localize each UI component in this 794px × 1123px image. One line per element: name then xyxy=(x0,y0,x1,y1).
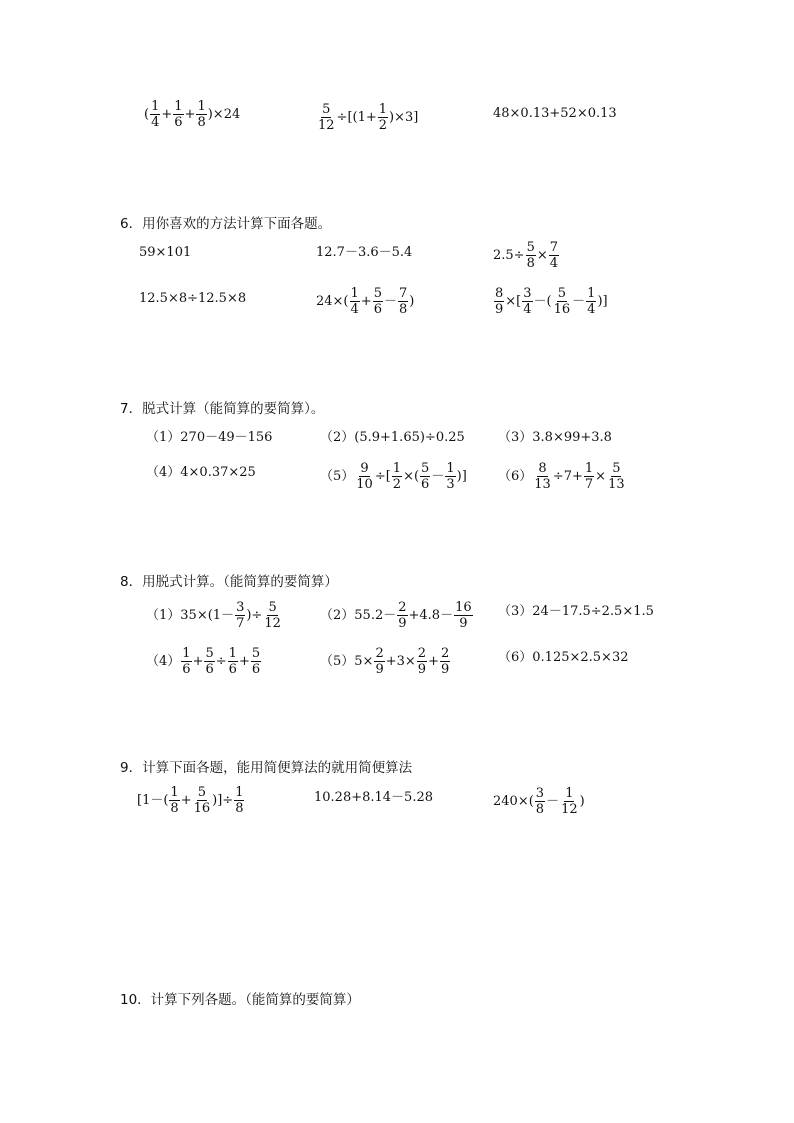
expression-text: × xyxy=(536,247,548,263)
fraction xyxy=(173,99,183,130)
numerator: 5 xyxy=(612,461,621,476)
numerator: 5 xyxy=(421,461,430,476)
expression-text: ×[ xyxy=(505,293,522,309)
q6-title: 6．用你喜欢的方法计算下面各题。 xyxy=(120,216,332,232)
numerator: 9 xyxy=(360,461,369,476)
numerator: 1 xyxy=(228,646,237,661)
fraction xyxy=(150,99,160,130)
fraction xyxy=(228,646,238,677)
fraction xyxy=(445,461,455,492)
denominator: 12 xyxy=(318,118,335,133)
math-problem xyxy=(316,245,412,261)
denominator: 13 xyxy=(534,477,551,492)
numerator: 5 xyxy=(526,240,535,255)
q9-title: 9．计算下面各题，能用简便算法的就用简便算法 xyxy=(120,760,413,776)
math-problem xyxy=(320,461,467,492)
denominator: 2 xyxy=(378,118,388,133)
expression-text: －( xyxy=(533,293,552,309)
denominator: 9 xyxy=(375,662,384,677)
math-problem xyxy=(146,465,256,481)
denominator: 7 xyxy=(236,616,245,631)
numerator: 3 xyxy=(523,286,532,301)
numerator: 1 xyxy=(235,785,244,800)
expression-text: + xyxy=(238,653,250,669)
fraction xyxy=(355,461,374,492)
fraction xyxy=(533,461,552,492)
denominator: 9 xyxy=(440,662,450,677)
numerator: 1 xyxy=(565,786,574,801)
math-problem xyxy=(498,604,654,620)
math-problem xyxy=(498,650,629,666)
fraction xyxy=(420,461,430,492)
math-problem xyxy=(314,790,433,806)
math-problem xyxy=(146,600,283,631)
expression-text: +3× xyxy=(385,653,416,669)
denominator: 9 xyxy=(417,662,427,677)
fraction xyxy=(440,646,450,677)
denominator: 9 xyxy=(398,616,407,631)
fraction xyxy=(374,646,384,677)
expression-text: )×3] xyxy=(389,109,419,125)
denominator: 6 xyxy=(373,302,382,317)
numerator: 5 xyxy=(322,102,331,117)
expression-text: )÷ xyxy=(246,607,263,623)
math-problem xyxy=(493,240,560,271)
denominator: 4 xyxy=(350,302,359,317)
denominator: 4 xyxy=(151,115,160,130)
denominator: 8 xyxy=(170,801,179,816)
fraction xyxy=(454,600,473,631)
denominator: 8 xyxy=(235,801,244,816)
math-problem xyxy=(493,106,617,122)
fraction xyxy=(417,646,427,677)
expression-text: 2.5÷ xyxy=(493,247,525,263)
expression-text: + xyxy=(161,106,173,122)
denominator: 13 xyxy=(608,477,625,492)
expression-text: )] xyxy=(456,468,467,484)
fraction xyxy=(235,600,245,631)
denominator: 4 xyxy=(549,256,559,271)
numerator: 5 xyxy=(268,600,277,615)
expression-text: （2）55.2－ xyxy=(320,607,397,623)
expression-text: ( xyxy=(144,106,150,122)
numerator: 1 xyxy=(170,785,179,800)
denominator: 6 xyxy=(421,477,430,492)
math-problem xyxy=(146,646,262,677)
numerator: 5 xyxy=(251,646,261,661)
expression-text: ) xyxy=(409,293,415,309)
math-problem xyxy=(316,286,414,317)
fraction xyxy=(263,600,282,631)
expression-text: + xyxy=(192,653,204,669)
fraction xyxy=(549,240,559,271)
expression-text: 59×101 xyxy=(139,245,192,260)
expression-text: + xyxy=(180,792,192,808)
numerator: 5 xyxy=(557,286,567,301)
numerator: 1 xyxy=(378,102,388,117)
numerator: 16 xyxy=(455,600,472,615)
math-problem xyxy=(144,99,240,130)
expression-text: 10.28+8.14－5.28 xyxy=(314,790,433,805)
expression-text: +4.8－ xyxy=(408,607,454,623)
fraction xyxy=(378,102,388,133)
denominator: 3 xyxy=(446,477,455,492)
fraction xyxy=(196,99,206,130)
expression-text: 240×( xyxy=(493,793,534,809)
expression-text: （1）270－49－156 xyxy=(146,430,273,445)
expression-text: （3）24－17.5÷2.5×1.5 xyxy=(498,604,654,619)
numerator: 8 xyxy=(538,461,547,476)
expression-text: [1－( xyxy=(137,792,169,808)
numerator: 5 xyxy=(205,646,214,661)
denominator: 9 xyxy=(459,616,468,631)
q10-title: 10．计算下列各题。（能简算的要简算） xyxy=(120,992,360,1008)
fraction xyxy=(373,286,383,317)
math-problem xyxy=(498,430,612,446)
expression-text: ÷[(1+ xyxy=(336,109,377,125)
denominator: 10 xyxy=(356,477,373,492)
expression-text: ) xyxy=(579,793,585,809)
denominator: 12 xyxy=(264,616,281,631)
expression-text: （6） xyxy=(498,468,533,484)
denominator: 9 xyxy=(495,302,504,317)
denominator: 4 xyxy=(587,302,596,317)
denominator: 6 xyxy=(205,662,214,677)
numerator: 1 xyxy=(587,286,596,301)
expression-text: － xyxy=(383,293,397,309)
numerator: 2 xyxy=(440,646,450,661)
denominator: 16 xyxy=(193,801,211,816)
fraction xyxy=(535,786,545,817)
numerator: 1 xyxy=(584,461,594,476)
expression-text: + xyxy=(360,293,372,309)
fraction xyxy=(553,286,572,317)
denominator: 6 xyxy=(251,662,261,677)
fraction xyxy=(169,785,179,816)
fraction xyxy=(526,240,536,271)
expression-text: ×( xyxy=(403,468,420,484)
numerator: 1 xyxy=(197,99,206,114)
expression-text: + xyxy=(428,653,439,669)
expression-text: （6）0.125×2.5×32 xyxy=(498,650,629,665)
math-problem xyxy=(320,430,465,446)
fraction xyxy=(560,786,579,817)
fraction xyxy=(494,286,504,317)
math-problem xyxy=(139,291,246,307)
fraction xyxy=(586,286,596,317)
expression-text: － xyxy=(572,293,586,309)
numerator: 8 xyxy=(495,286,504,301)
expression-text: )×24 xyxy=(207,106,241,122)
expression-text: ÷7+ xyxy=(552,468,583,484)
expression-text: （4）4×0.37×25 xyxy=(146,465,256,480)
expression-text: （3）3.8×99+3.8 xyxy=(498,430,612,445)
q8-title: 8．用脱式计算。（能简算的要简算） xyxy=(120,574,338,590)
fraction xyxy=(317,102,336,133)
expression-text: 24×( xyxy=(316,293,349,309)
numerator: 1 xyxy=(182,646,191,661)
fraction xyxy=(584,461,594,492)
expression-text: 12.5×8÷12.5×8 xyxy=(139,291,247,306)
expression-text: （5） xyxy=(320,468,355,484)
fraction xyxy=(350,286,360,317)
expression-text: ÷ xyxy=(215,653,227,669)
numerator: 3 xyxy=(236,600,245,615)
expression-text: )]÷ xyxy=(212,792,234,808)
numerator: 1 xyxy=(151,99,160,114)
fraction xyxy=(522,286,532,317)
expression-text: 48×0.13+52×0.13 xyxy=(493,106,617,121)
denominator: 6 xyxy=(182,662,191,677)
denominator: 2 xyxy=(392,477,402,492)
denominator: 8 xyxy=(197,115,206,130)
expression-text: （1）35×(1－ xyxy=(146,607,235,623)
math-problem xyxy=(493,286,608,317)
numerator: 1 xyxy=(392,461,402,476)
denominator: 16 xyxy=(553,302,571,317)
expression-text: （2）(5.9+1.65)÷0.25 xyxy=(320,430,465,445)
fraction xyxy=(392,461,402,492)
math-problem xyxy=(320,646,451,677)
math-problem xyxy=(320,600,474,631)
math-problem xyxy=(498,461,627,492)
denominator: 6 xyxy=(174,115,183,130)
math-problem xyxy=(316,102,418,133)
denominator: 8 xyxy=(526,256,535,271)
fraction xyxy=(193,785,212,816)
denominator: 6 xyxy=(228,662,237,677)
fraction xyxy=(251,646,261,677)
expression-text: （5）5× xyxy=(320,653,374,669)
expression-text: － xyxy=(546,793,560,809)
fraction xyxy=(204,646,214,677)
expression-text: × xyxy=(595,468,607,484)
numerator: 1 xyxy=(446,461,455,476)
denominator: 7 xyxy=(584,477,594,492)
math-problem xyxy=(493,786,585,817)
q7-title: 7．脱式计算（能简算的要简算）。 xyxy=(120,401,325,417)
math-problem xyxy=(137,785,245,816)
fraction xyxy=(398,286,408,317)
math-problem xyxy=(139,245,191,261)
numerator: 7 xyxy=(399,286,408,301)
expression-text: ÷[ xyxy=(374,468,391,484)
fraction xyxy=(234,785,244,816)
fraction xyxy=(397,600,407,631)
numerator: 2 xyxy=(417,646,427,661)
numerator: 5 xyxy=(197,785,207,800)
denominator: 12 xyxy=(561,802,578,817)
fraction xyxy=(181,646,191,677)
numerator: 2 xyxy=(398,600,407,615)
denominator: 4 xyxy=(523,302,532,317)
math-problem xyxy=(146,430,272,446)
denominator: 8 xyxy=(535,802,545,817)
numerator: 1 xyxy=(350,286,359,301)
expression-text: 12.7－3.6－5.4 xyxy=(316,245,413,260)
numerator: 3 xyxy=(535,786,545,801)
numerator: 5 xyxy=(373,286,382,301)
numerator: 2 xyxy=(375,646,384,661)
expression-text: － xyxy=(431,468,445,484)
expression-text: （4） xyxy=(146,653,181,669)
denominator: 8 xyxy=(399,302,408,317)
numerator: 1 xyxy=(174,99,183,114)
numerator: 7 xyxy=(549,240,559,255)
expression-text: )] xyxy=(597,293,608,309)
fraction xyxy=(607,461,626,492)
expression-text: + xyxy=(184,106,196,122)
